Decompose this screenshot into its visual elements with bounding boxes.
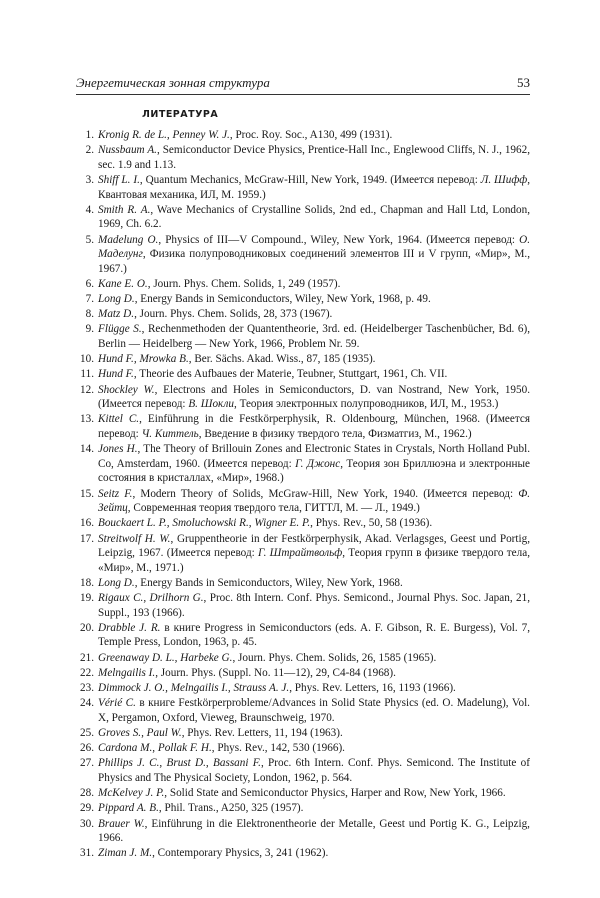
header-rule bbox=[76, 94, 530, 95]
reference-text: , Quantum Mechanics, McGraw-Hill, New York, 1949. (Имеется перевод: bbox=[139, 173, 481, 186]
reference-text: , Einführung in die Festkörperphysik, R. Oldenbourg, München, 1968. (Имеется перевод: bbox=[98, 413, 530, 440]
reference-authors: Nussbaum A. bbox=[98, 144, 157, 157]
reference-authors: Groves S., Paul W. bbox=[98, 727, 182, 739]
reference-text-after: , Теория зон Бриллюэна и электронные состояния в кристаллах, «Мир», 1968.) bbox=[98, 457, 530, 485]
reference-text: , Semiconductor Device Physics, Prentice-Hall Inc., Englewood Cliffs, N. J., 1962, sec. 1.9 and 1.13. bbox=[98, 144, 530, 171]
reference-authors: Madelung O. bbox=[98, 233, 159, 246]
reference-item bbox=[76, 322, 530, 351]
reference-number: 19. bbox=[80, 592, 94, 605]
reference-authors: Kittel C. bbox=[98, 413, 140, 426]
reference-translator: В. Шокли bbox=[188, 398, 234, 411]
reference-item bbox=[76, 128, 530, 143]
reference-number: 28. bbox=[80, 787, 94, 800]
reference-authors: Matz D. bbox=[98, 308, 135, 321]
reference-text: , Phys. Rev., 142, 530 (1966). bbox=[211, 742, 345, 755]
reference-authors: Smith R. A. bbox=[98, 203, 151, 216]
reference-text: , Contemporary Physics, 3, 241 (1962). bbox=[152, 847, 329, 860]
reference-text: , Phys. Rev. Letters, 11, 194 (1963). bbox=[181, 727, 343, 739]
reference-translator: Л. Шифф bbox=[480, 173, 528, 186]
reference-item bbox=[76, 412, 530, 441]
reference-number: 11. bbox=[80, 368, 94, 381]
reference-number: 17. bbox=[80, 532, 94, 545]
reference-authors: Melngailis I. bbox=[98, 666, 156, 679]
reference-item bbox=[76, 651, 530, 666]
reference-authors: Ziman J. M. bbox=[98, 847, 153, 860]
reference-number: 21. bbox=[80, 651, 94, 664]
reference-translator: Г. Джонс bbox=[295, 457, 341, 470]
reference-text: , Phys. Rev. Letters, 16, 1193 (1966). bbox=[289, 682, 456, 695]
reference-number: 25. bbox=[80, 727, 94, 739]
reference-item bbox=[76, 352, 530, 367]
reference-item bbox=[76, 277, 530, 292]
reference-authors: Greenaway D. L., Harbeke G. bbox=[98, 651, 233, 664]
page-number: 53 bbox=[517, 75, 530, 90]
reference-number: 22. bbox=[80, 666, 94, 679]
reference-number: 29. bbox=[80, 802, 94, 815]
reference-text: , Journ. Phys. Chem. Solids, 26, 1585 (1965). bbox=[232, 651, 437, 664]
reference-item bbox=[76, 367, 530, 382]
reference-authors: Rigaux C., Drilhorn G. bbox=[98, 592, 204, 605]
reference-authors: Hund F. bbox=[98, 368, 134, 381]
reference-text: , Rechenmethoden der Quantentheorie, 3rd. ed. (Heidelberger Taschenbücher, Bd. 6), Berlin — Heidelberg — New York, 1966, Problem Nr. 59. bbox=[98, 323, 530, 351]
reference-item bbox=[76, 307, 530, 322]
reference-text: , Wave Mechanics of Crystalline Solids, 2nd ed., Chapman and Hall Ltd, London, 1969, Ch. 6.2. bbox=[98, 203, 530, 231]
reference-item bbox=[76, 817, 530, 846]
reference-text: , Proc. 6th Intern. Conf. Phys. Semicond. The Institute of Physics and The Physical Society, London, 1962, p. 564. bbox=[98, 757, 530, 784]
reference-text: , Physics of III—V Compound., Wiley, New York, 1964. (Имеется перевод: bbox=[158, 233, 520, 246]
reference-item bbox=[76, 741, 530, 756]
reference-text-after: , Теория групп в физике твердого тела, «Мир», М., 1971.) bbox=[98, 547, 530, 574]
reference-item bbox=[76, 591, 530, 620]
reference-number: 8. bbox=[85, 308, 94, 321]
reference-item bbox=[76, 801, 530, 816]
reference-authors: Dimmock J. O., Melngailis I., Strauss A. J. bbox=[98, 682, 290, 695]
reference-item bbox=[76, 516, 530, 531]
reference-authors: Long D. bbox=[98, 293, 135, 306]
running-title: Энергетическая зонная структура bbox=[76, 75, 270, 90]
reference-text: , Energy Bands in Semiconductors, Wiley, New York, 1968, p. 49. bbox=[134, 293, 431, 306]
reference-item bbox=[76, 726, 530, 741]
reference-text: , Journ. Phys. Chem. Solids, 28, 373 (1967). bbox=[134, 308, 333, 321]
reference-item bbox=[76, 292, 530, 307]
reference-number: 27. bbox=[80, 757, 94, 770]
reference-number: 26. bbox=[80, 742, 94, 755]
reference-item bbox=[76, 666, 530, 681]
reference-item bbox=[76, 173, 530, 202]
reference-text: , Electrons and Holes in Semiconductors, D. van Nostrand, New York, 1950. (Имеется перевод: bbox=[98, 383, 530, 411]
reference-authors: Flügge S. bbox=[98, 323, 142, 336]
reference-authors: Long D. bbox=[98, 576, 135, 589]
reference-item bbox=[76, 487, 530, 516]
reference-authors: Kronig R. de L., Penney W. J. bbox=[98, 129, 230, 141]
reference-item bbox=[76, 143, 530, 172]
reference-authors: Pippard A. B. bbox=[98, 802, 159, 815]
running-header bbox=[76, 75, 530, 91]
reference-item bbox=[76, 621, 530, 650]
reference-text: в книге Festkörperprobleme/Advances in Solid State Physics (ed. O. Madelung), Vol. X, Pergamon, Oxford, Vieweg, Braunschweig, 1970. bbox=[98, 697, 530, 724]
reference-translator: Ч. Киттель bbox=[141, 428, 199, 440]
reference-text: , Phys. Rev., 50, 58 (1936). bbox=[310, 517, 433, 530]
reference-text-after: , Теория электронных полупроводников, ИЛ, М., 1953.) bbox=[233, 398, 499, 411]
reference-number: 15. bbox=[80, 487, 94, 500]
reference-text-after: , Квантовая механика, ИЛ, М. 1959.) bbox=[98, 173, 530, 201]
reference-number: 6. bbox=[85, 277, 94, 290]
reference-authors: Brauer W. bbox=[98, 817, 145, 830]
reference-number: 5. bbox=[85, 233, 94, 246]
reference-number: 24. bbox=[80, 697, 94, 710]
reference-item bbox=[76, 233, 530, 277]
reference-number: 14. bbox=[80, 443, 94, 456]
reference-text: , Phil. Trans., A250, 325 (1957). bbox=[158, 802, 304, 815]
reference-list bbox=[76, 128, 530, 862]
reference-number: 16. bbox=[80, 517, 94, 530]
reference-translator: Ф. Зейтц bbox=[98, 487, 530, 515]
reference-number: 9. bbox=[85, 323, 94, 336]
reference-authors: Seitz F. bbox=[98, 487, 133, 500]
reference-item bbox=[76, 532, 530, 576]
reference-authors: Streitwolf H. W. bbox=[98, 532, 171, 545]
reference-text: , Modern Theory of Solids, McGraw-Hill, New York, 1940. (Имеется перевод: bbox=[132, 487, 519, 500]
reference-text: , Gruppentheorie in der Festkörperphysik, Akad. Verlagsges, Geest und Portig, Leipzig, 1967. (Имеется перевод: bbox=[98, 532, 531, 560]
reference-authors: Phillips J. C., Brust D., Bassani F. bbox=[98, 757, 261, 770]
reference-item bbox=[76, 681, 530, 696]
reference-text: , Journ. Phys. (Suppl. No. 11—12), 29, C4-84 (1968). bbox=[155, 666, 396, 679]
reference-text: в книге Progress in Semiconductors (eds. A. F. Gibson, R. E. Burgess), Vol. 7, Temple Press, London, 1963, p. 45. bbox=[98, 621, 530, 649]
reference-number: 10. bbox=[80, 353, 94, 366]
reference-number: 31. bbox=[80, 847, 94, 860]
reference-number: 3. bbox=[85, 173, 94, 186]
reference-item bbox=[76, 203, 530, 232]
reference-number: 20. bbox=[80, 621, 94, 634]
reference-item bbox=[76, 786, 530, 801]
reference-number: 4. bbox=[85, 203, 94, 216]
reference-number: 13. bbox=[80, 413, 94, 426]
reference-authors: Kane E. O. bbox=[98, 277, 148, 290]
reference-text: , Solid State and Semiconductor Physics, Harper and Row, New York, 1966. bbox=[164, 787, 506, 800]
reference-authors: Drabble J. R. bbox=[98, 621, 161, 634]
reference-item bbox=[76, 756, 530, 785]
reference-number: 7. bbox=[85, 293, 94, 306]
reference-text: , Proc. 8th Intern. Conf. Phys. Semicond., Journal Phys. Soc. Japan, 21, Suppl., 193 (1966). bbox=[98, 592, 530, 619]
reference-authors: Shockley W. bbox=[98, 383, 155, 396]
reference-number: 30. bbox=[80, 817, 94, 830]
reference-item bbox=[76, 442, 530, 486]
reference-item bbox=[76, 696, 530, 725]
reference-text: , Ber. Sächs. Akad. Wiss., 87, 185 (1935). bbox=[188, 353, 376, 366]
reference-authors: Vérié C. bbox=[98, 697, 136, 710]
reference-text: , Theorie des Aufbaues der Materie, Teubner, Stuttgart, 1961, Ch. VII. bbox=[133, 368, 448, 381]
reference-number: 23. bbox=[80, 682, 94, 695]
reference-authors: Shiff L. I. bbox=[98, 173, 140, 186]
reference-authors: Cardona M., Pollak F. H. bbox=[98, 742, 212, 755]
reference-text: , Proc. Roy. Soc., A130, 499 (1931). bbox=[229, 129, 393, 141]
reference-authors: Bouckaert L. P., Smoluchowski R., Wigner E. P. bbox=[98, 517, 311, 530]
reference-translator: Г. Штрайтвольф bbox=[258, 547, 343, 560]
reference-item bbox=[76, 383, 530, 412]
reference-text-after: , Физика полупроводниковых соединений элементов III и V групп, «Мир», М., 1967.) bbox=[98, 248, 530, 275]
reference-number: 12. bbox=[80, 383, 94, 396]
reference-number: 1. bbox=[85, 129, 94, 141]
reference-text: , Einführung in die Elektronentheorie der Metalle, Geest und Portig K. G., Leipzig, 1966. bbox=[98, 817, 530, 845]
reference-text: , The Theory of Brillouin Zones and Electronic States in Crystals, North Holland Publ. Co, Amsterdam, 1960. (Имеется перевод: bbox=[98, 443, 530, 470]
reference-authors: McKelvey J. P. bbox=[98, 787, 165, 800]
reference-item bbox=[76, 846, 530, 861]
reference-authors: Hund F., Mrowka B. bbox=[98, 353, 189, 366]
reference-authors: Jones H. bbox=[98, 443, 138, 456]
reference-text-after: , Введение в физику твердого тела, Физматгиз, М., 1962.) bbox=[198, 428, 472, 440]
reference-text-after: , Современная теория твердого тела, ГИТТЛ, М. — Л., 1949.) bbox=[127, 502, 420, 515]
section-title: ЛИТЕРАТУРА bbox=[142, 109, 219, 120]
reference-item bbox=[76, 576, 530, 591]
reference-text: , Energy Bands in Semiconductors, Wiley, New York, 1968. bbox=[134, 576, 403, 589]
reference-number: 18. bbox=[80, 576, 94, 589]
reference-translator: О. Маделунг bbox=[98, 233, 530, 261]
reference-text: , Journ. Phys. Chem. Solids, 1, 249 (1957). bbox=[147, 277, 341, 290]
reference-number: 2. bbox=[85, 144, 94, 157]
